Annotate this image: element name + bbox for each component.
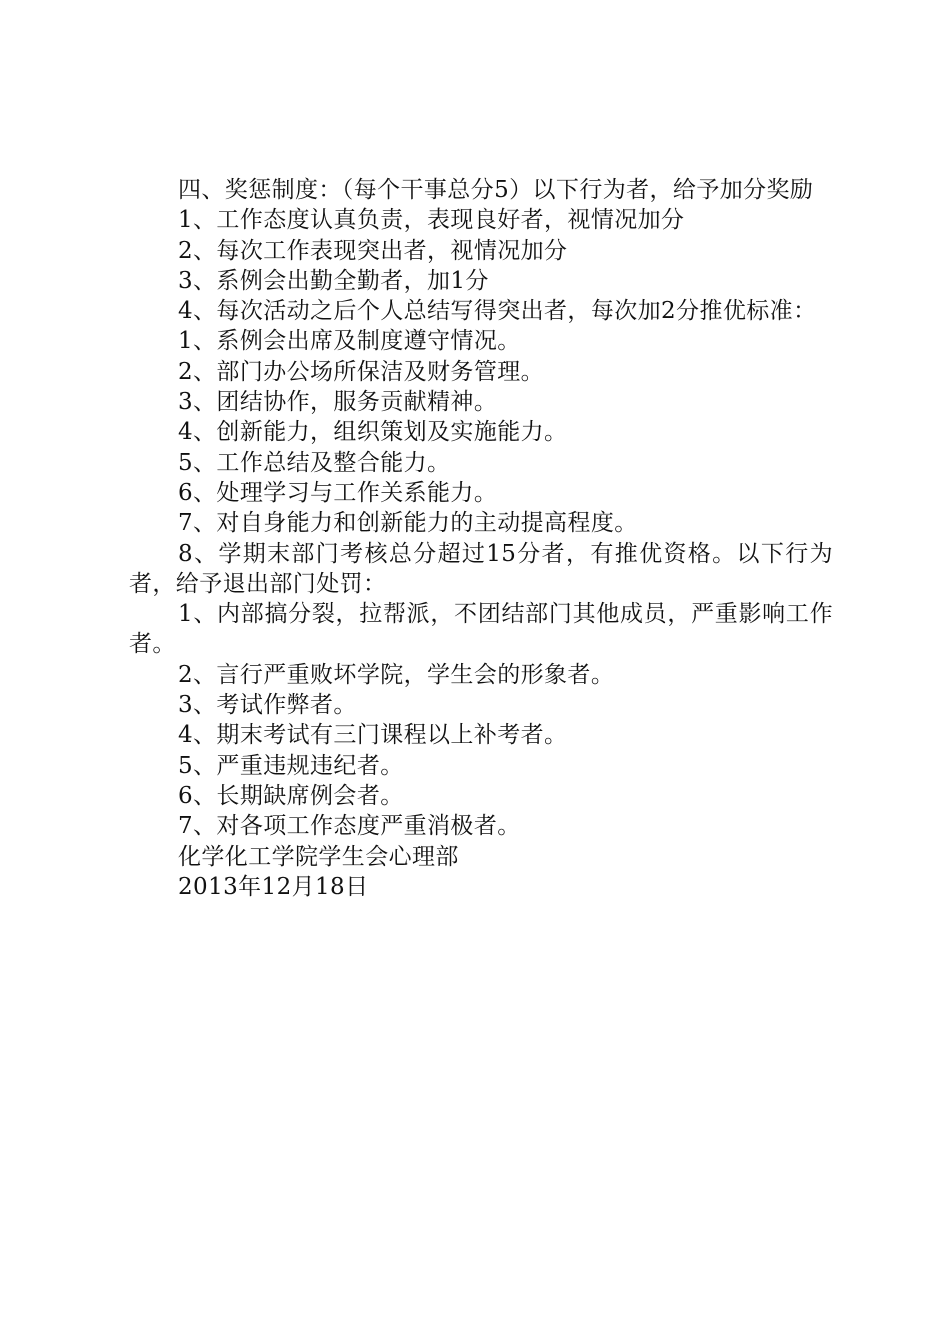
penalty-item-6: 6、长期缺席例会者。	[178, 782, 404, 809]
reward-item-4: 4、每次活动之后个人总结写得突出者，每次加2分推优标准：	[178, 298, 817, 325]
penalty-item-3: 3、考试作弊者。	[178, 692, 357, 719]
criteria-item-2: 2、部门办公场所保洁及财务管理。	[178, 358, 545, 385]
penalty-item-4: 4、期末考试有三门课程以上补考者。	[178, 722, 568, 749]
reward-item-1: 1、工作态度认真负责，表现良好者，视情况加分	[178, 207, 685, 234]
penalty-item-7: 7、对各项工作态度严重消极者。	[178, 813, 521, 840]
penalty-item-1: 1、内部搞分裂，拉帮派，不团结部门其他成员，严重影响工作者。	[129, 601, 833, 658]
criteria-item-5: 5、工作总结及整合能力。	[178, 449, 451, 476]
signature-organization: 化学化工学院学生会心理部	[178, 843, 459, 870]
criteria-item-8: 8、学期末部门考核总分超过15分者，有推优资格。以下行为者，给予退出部门处罚：	[129, 540, 833, 597]
section-heading-rewards: 四、奖惩制度：（每个干事总分5）以下行为者，给予加分奖励	[178, 177, 814, 203]
criteria-item-1: 1、系例会出席及制度遵守情况。	[178, 328, 521, 355]
criteria-item-4: 4、创新能力，组织策划及实施能力。	[178, 419, 568, 446]
criteria-item-7: 7、对自身能力和创新能力的主动提高程度。	[178, 510, 638, 537]
reward-item-3: 3、系例会出勤全勤者，加1分	[178, 267, 489, 294]
criteria-item-3: 3、团结协作，服务贡献精神。	[178, 389, 498, 416]
penalty-item-5: 5、严重违规违纪者。	[178, 752, 404, 779]
criteria-item-6: 6、处理学习与工作关系能力。	[178, 479, 498, 506]
signature-date: 2013年12月18日	[178, 873, 369, 900]
penalty-item-2: 2、言行严重败坏学院，学生会的形象者。	[178, 661, 615, 688]
document-body	[129, 175, 833, 902]
reward-item-2: 2、每次工作表现突出者，视情况加分	[178, 237, 568, 264]
